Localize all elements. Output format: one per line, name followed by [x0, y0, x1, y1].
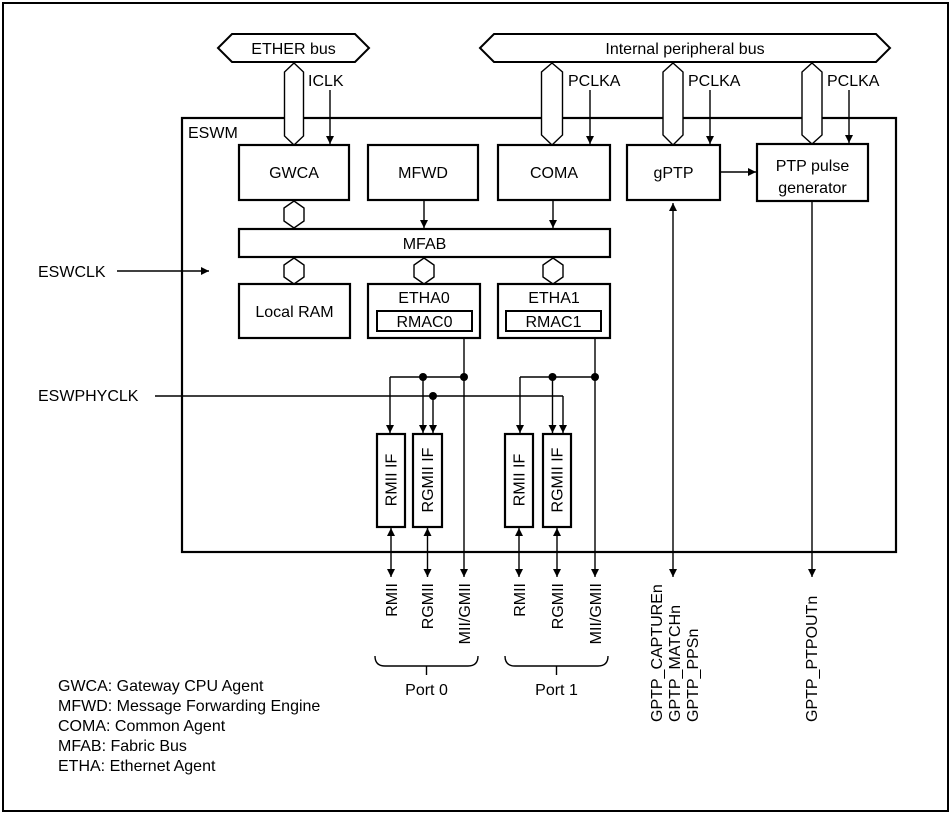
pclka-label-gptp: PCLKA [688, 73, 741, 90]
legend [58, 678, 320, 775]
junction-dot [460, 373, 468, 381]
rmii-if-label-port1: RMII IF [511, 453, 529, 507]
mfwd-label: MFWD [398, 165, 448, 182]
rmac1-label: RMAC1 [525, 314, 582, 331]
gwca-label: GWCA [269, 165, 319, 182]
junction-dot [429, 392, 437, 400]
port-braces [375, 656, 608, 675]
port0-brace [375, 656, 478, 666]
port1-label: Port 1 [535, 682, 578, 699]
bus-pipes [285, 63, 823, 145]
rgmii-if-label-port1: RGMII IF [549, 447, 567, 513]
gwca-mfab-connector [284, 201, 304, 228]
eswm-label: ESWM [188, 125, 238, 142]
rgmii-pin-label-port1: RGMII [550, 583, 567, 630]
eswclk-label: ESWCLK [38, 264, 106, 281]
legend-line-mfwd: MFWD: Message Forwarding Engine [58, 698, 321, 715]
pclka-pipe-gptp [663, 63, 683, 145]
etha1-label: ETHA1 [528, 290, 580, 307]
rgmii-pin-label-port0: RGMII [420, 583, 437, 630]
legend-line-coma: COMA: Common Agent [58, 718, 226, 735]
ether-bus-pipe [285, 63, 304, 145]
mfab-etha1-connector [543, 258, 563, 284]
eswphyclk-label: ESWPHYCLK [38, 388, 139, 405]
junction-dot [591, 373, 599, 381]
rmii-pin-label-port1: RMII [512, 583, 529, 617]
mii-gmii-pin-label-port1: MII/GMII [588, 583, 605, 645]
junction-dot [549, 373, 557, 381]
labels [38, 41, 880, 722]
gptp-capture-label: GPTP_CAPTUREn [649, 584, 666, 722]
pclka-pipe-coma [542, 63, 563, 145]
gptp-match-label: GPTP_MATCHn [667, 604, 684, 722]
coma-label: COMA [530, 165, 578, 182]
signal-wires [117, 90, 849, 577]
legend-line-mfab: MFAB: Fabric Bus [58, 738, 187, 755]
port1-brace [505, 656, 608, 666]
pclka-pipe-ptpgen [802, 63, 822, 144]
legend-line-etha: ETHA: Ethernet Agent [58, 758, 216, 775]
iclk-label: ICLK [308, 73, 344, 90]
rmii-if-label-port0: RMII IF [383, 453, 401, 507]
rmii-pin-label-port0: RMII [384, 583, 401, 617]
ptp-gen-label-line2: generator [778, 180, 847, 197]
pclka-label-coma: PCLKA [568, 73, 621, 90]
mfab-label: MFAB [402, 236, 447, 253]
ptp-gen-label-line1: PTP pulse [775, 158, 850, 175]
ether-bus-label: ETHER bus [251, 41, 336, 58]
mfab-localram-connector [284, 258, 304, 284]
peripheral-bus-label: Internal peripheral bus [605, 41, 765, 58]
gptp-pps-label: GPTP_PPSn [685, 628, 702, 722]
local-ram-label: Local RAM [255, 304, 334, 321]
legend-line-gwca: GWCA: Gateway CPU Agent [58, 678, 264, 695]
etha0-label: ETHA0 [398, 290, 450, 307]
pclka-label-ptpgen: PCLKA [827, 73, 880, 90]
port0-label: Port 0 [405, 682, 448, 699]
rgmii-if-label-port0: RGMII IF [420, 447, 437, 513]
gptp-label: gPTP [653, 165, 694, 182]
rmac0-label: RMAC0 [396, 314, 453, 331]
junction-dot [419, 373, 427, 381]
gptp-ptpout-label: GPTP_PTPOUTn [804, 595, 821, 722]
mfab-etha0-connector [414, 258, 434, 284]
mii-gmii-pin-label-port0: MII/GMII [457, 583, 474, 645]
